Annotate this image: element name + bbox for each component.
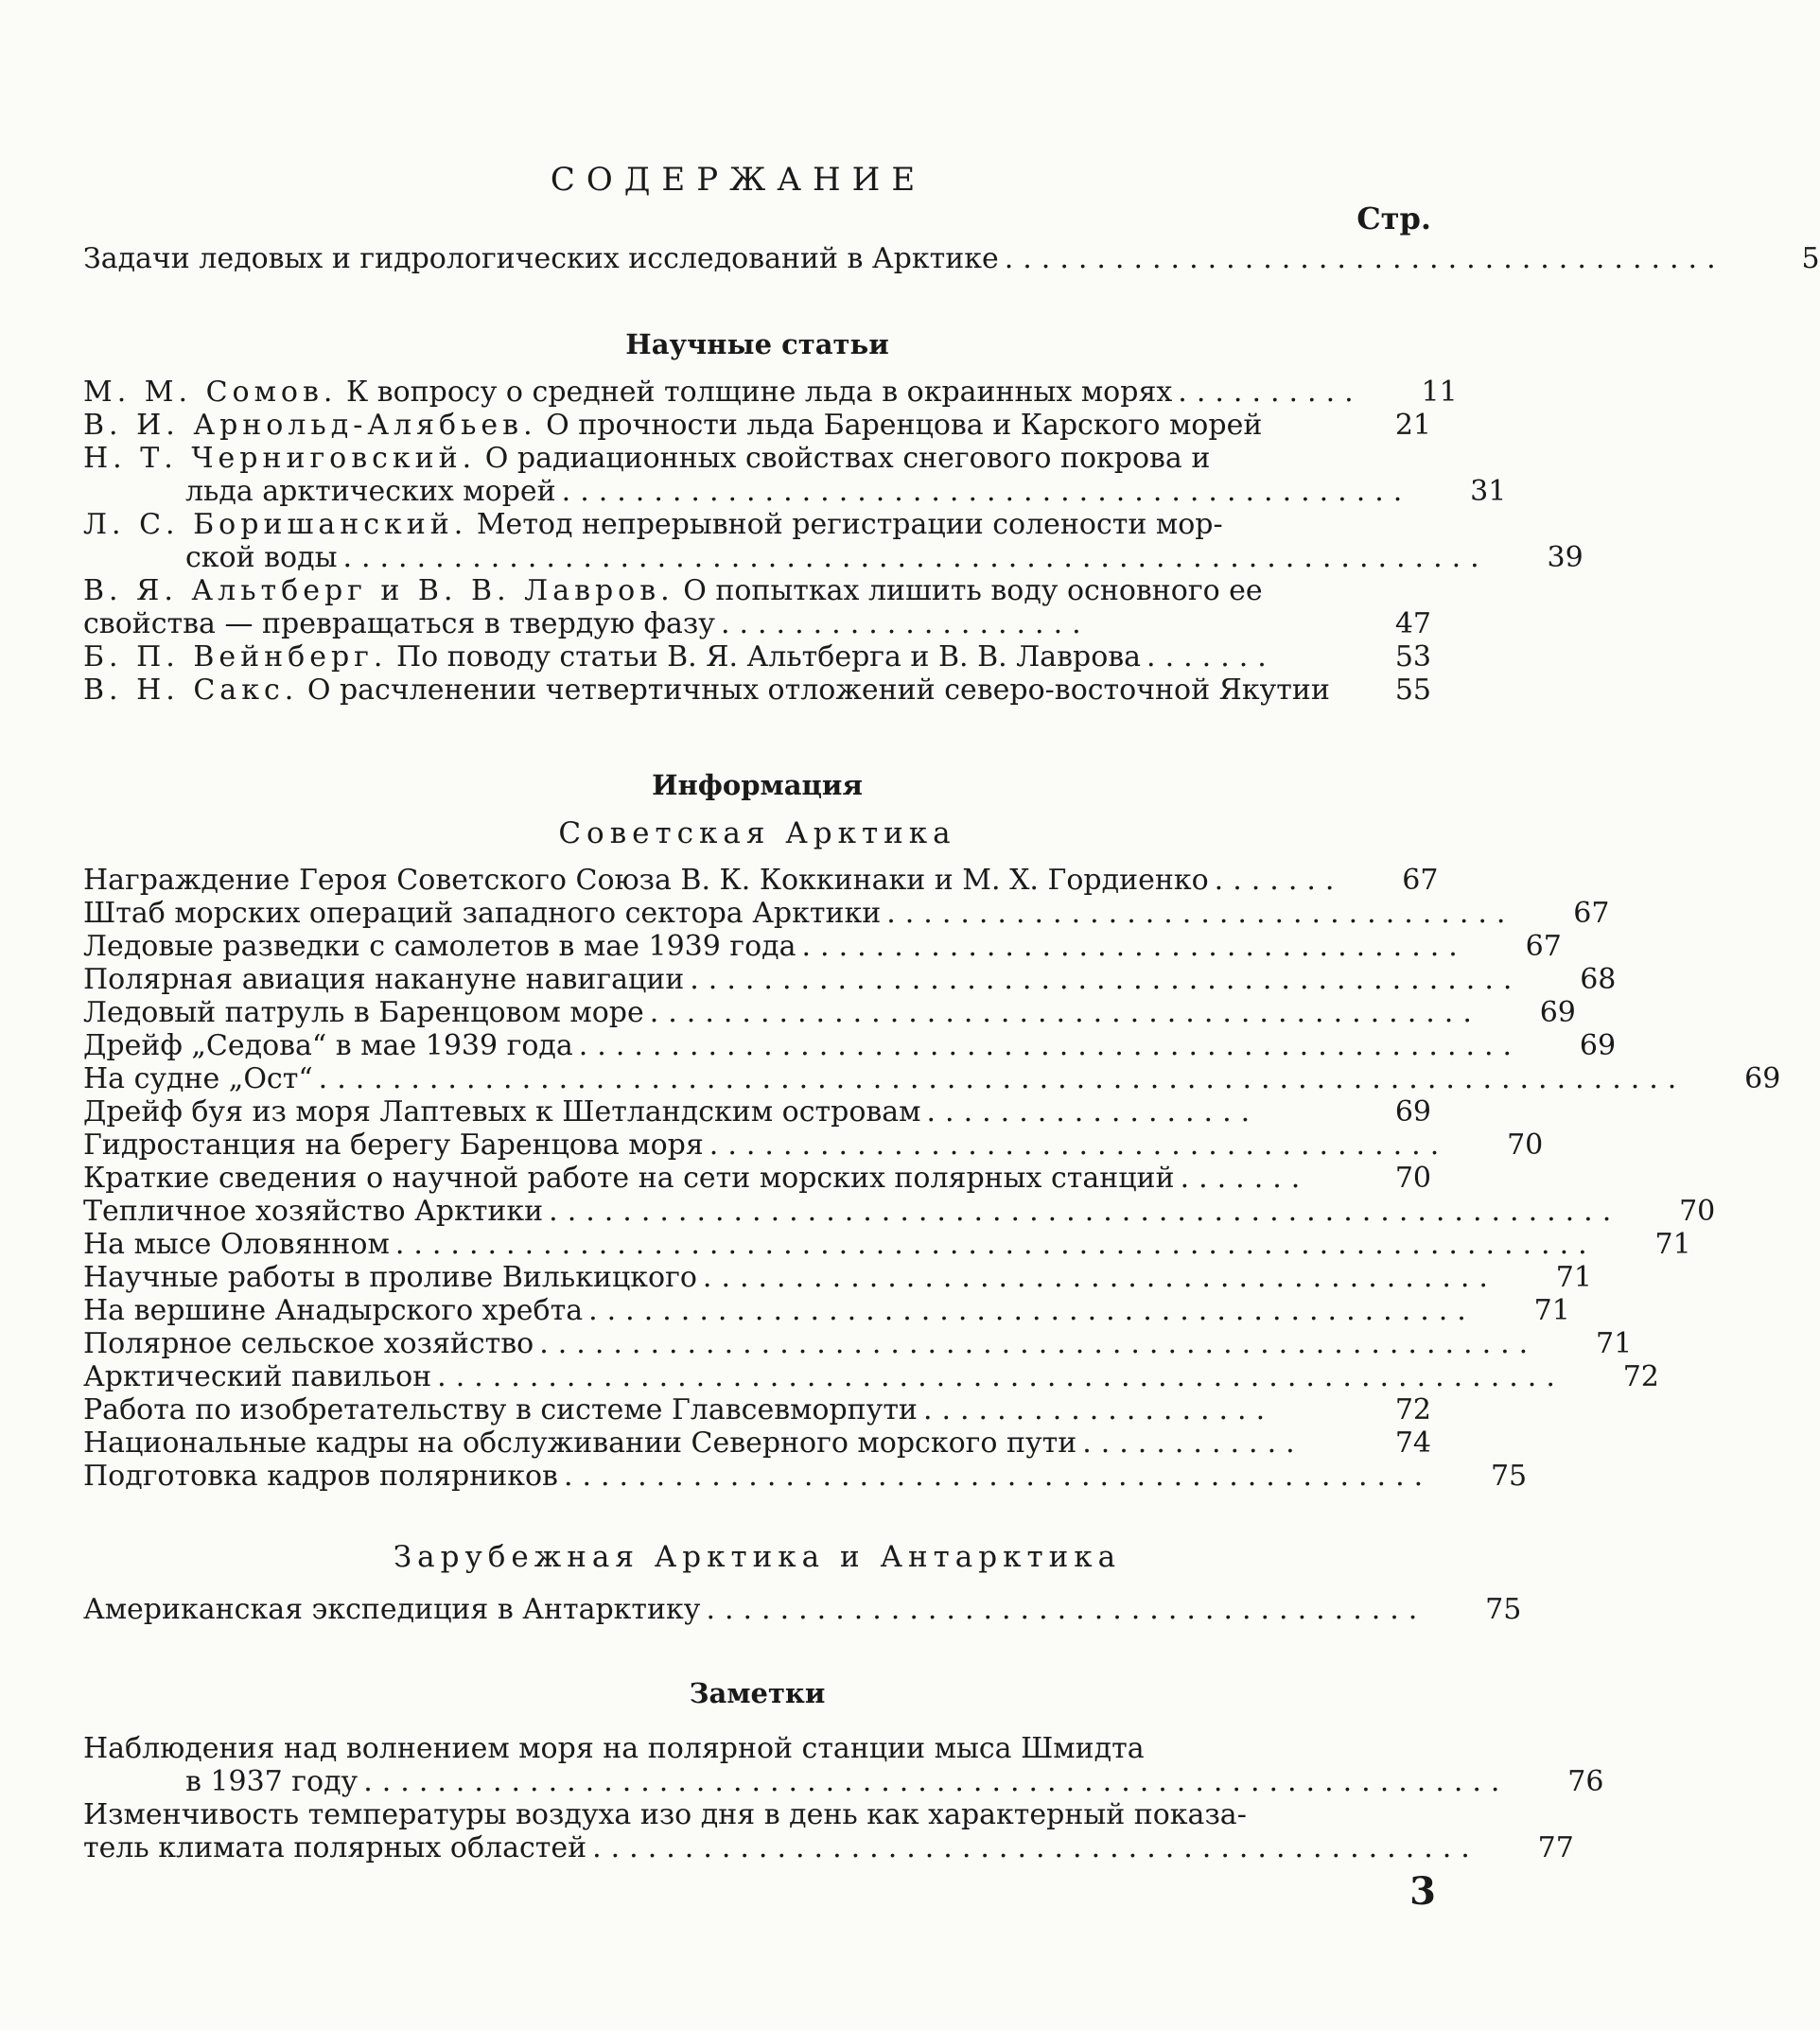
entry-author: В. И. Арнольд-Алябьев. <box>83 409 537 442</box>
toc-entry[interactable] <box>83 897 1610 930</box>
entry-page: 75 <box>1490 1460 1528 1493</box>
toc-entry[interactable] <box>83 1095 1431 1129</box>
leader-dots: ............................................. <box>649 996 1481 1029</box>
section-subheading-soviet-arctic: Советская Арктика <box>558 816 956 850</box>
leader-dots: ....... <box>1214 864 1344 897</box>
leader-dots: ....... <box>1146 640 1276 674</box>
toc-entry[interactable] <box>83 574 1431 640</box>
entry-author: М. М. Сомов. <box>83 376 338 409</box>
toc-entry[interactable] <box>83 640 1431 674</box>
toc-entry[interactable] <box>83 1798 1574 1864</box>
entry-page: 72 <box>1394 1393 1431 1426</box>
entry-page: 55 <box>1394 674 1431 707</box>
entry-title-cont: тель климата полярных областей <box>83 1831 587 1864</box>
leader-dots: .............................................................. <box>363 1765 1510 1798</box>
entry-page: 31 <box>1470 475 1507 508</box>
entry-page: 69 <box>1579 1029 1617 1062</box>
toc-entry[interactable] <box>83 674 1431 707</box>
entry-author: В. Я. Альтберг и В. В. Лавров. <box>83 574 674 607</box>
section-heading-foreign: Зарубежная Арктика и Антарктика <box>393 1540 1122 1574</box>
entry-author: Б. П. Вейнберг. <box>83 640 388 674</box>
leader-dots: .................................. <box>886 897 1515 930</box>
entry-title: Подготовка кадров полярников <box>83 1460 558 1493</box>
leader-dots: ........................................... <box>702 1261 1497 1294</box>
entry-page: 77 <box>1537 1831 1574 1864</box>
entry-page: 67 <box>1402 864 1439 897</box>
entry-title-cont: в 1937 году <box>185 1765 359 1798</box>
leader-dots: .................... <box>720 607 1091 640</box>
entry-title-cont: свойства — превращаться в твердую фазу <box>83 607 715 640</box>
toc-entry[interactable] <box>83 1393 1431 1426</box>
entry-page: 75 <box>1485 1593 1522 1626</box>
toc-entry[interactable] <box>83 409 1431 442</box>
leader-dots: ............................................................. <box>437 1360 1565 1393</box>
leader-dots: ............................................... <box>563 1460 1433 1493</box>
toc-entry[interactable] <box>83 1593 1522 1626</box>
entry-title: О радиационных свойствах снегового покрова и <box>484 442 1211 475</box>
entry-page: 76 <box>1567 1765 1604 1798</box>
entry-page: 70 <box>1679 1195 1716 1228</box>
section-heading-scientific: Научные статьи <box>625 328 889 360</box>
entry-title: Изменчивость температуры воздуха изо дня в день как характерный показа- <box>83 1798 1247 1831</box>
leader-dots: ................................................... <box>578 1029 1522 1062</box>
toc-entry[interactable] <box>83 1228 1691 1261</box>
entry-title: Американская экспедиция в Антарктику <box>83 1593 701 1626</box>
entry-title: Тепличное хозяйство Арктики <box>83 1195 544 1228</box>
leader-dots: .................. <box>926 1095 1260 1129</box>
toc-entry[interactable] <box>83 1460 1528 1493</box>
toc-entry[interactable] <box>83 1029 1617 1062</box>
leader-dots: ............................................. <box>690 963 1522 996</box>
entry-page: 69 <box>1394 1095 1431 1129</box>
leader-dots: .............................................. <box>561 475 1412 508</box>
leader-dots: ................... <box>922 1393 1275 1426</box>
leader-dots: .......................................................... <box>549 1195 1621 1228</box>
entry-page: 74 <box>1394 1426 1431 1460</box>
entry-title: О попытках лишить воду основного ее <box>683 574 1263 607</box>
leader-dots: ....... <box>1180 1162 1310 1195</box>
entry-title: Краткие сведения о научной работе на сети морских полярных станций <box>83 1162 1175 1195</box>
entry-title: Награждение Героя Советского Союза В. К. Коккинаки и М. Х. Гордиенко <box>83 864 1209 897</box>
entry-title: Полярное сельское хозяйство <box>83 1327 534 1360</box>
leader-dots: ....................................... <box>1004 242 1725 275</box>
entry-title: О прочности льда Баренцова и Карского морей <box>546 409 1263 442</box>
entry-author: Л. С. Боришанский. <box>83 508 468 541</box>
toc-entry[interactable] <box>83 376 1458 409</box>
entry-title-cont: ской воды <box>185 541 338 574</box>
entry-page: 53 <box>1394 640 1431 674</box>
entry-page: 71 <box>1555 1261 1592 1294</box>
toc-page <box>83 161 1820 1864</box>
toc-entry[interactable] <box>83 1294 1570 1327</box>
entry-title: Научные работы в проливе Вилькицкого <box>83 1261 697 1294</box>
entry-title: На вершине Анадырского хребта <box>83 1294 584 1327</box>
entry-author: В. Н. Сакс. <box>83 674 299 707</box>
entry-page: 69 <box>1744 1062 1781 1095</box>
entry-page: 67 <box>1573 897 1610 930</box>
toc-entry[interactable] <box>83 864 1439 897</box>
leader-dots: .......................................................................... <box>318 1062 1687 1095</box>
entry-title: Гидростанция на берегу Баренцова моря <box>83 1129 704 1162</box>
toc-entry[interactable] <box>83 1360 1659 1393</box>
entry-author: Н. Т. Черниговский. <box>83 442 477 475</box>
entry-page: 47 <box>1394 607 1431 640</box>
entry-page: 71 <box>1596 1327 1633 1360</box>
entry-title: Ледовые разведки с самолетов в мае 1939 года <box>83 930 796 963</box>
toc-entry[interactable] <box>83 930 1562 963</box>
toc-entry[interactable] <box>83 1195 1716 1228</box>
toc-entry[interactable] <box>83 1426 1431 1460</box>
entry-title: Метод непрерывной регистрации солености мор- <box>476 508 1223 541</box>
leader-dots: ................................................................. <box>394 1228 1597 1261</box>
toc-entry[interactable] <box>83 1327 1633 1360</box>
toc-title: СОДЕРЖАНИЕ <box>550 161 927 199</box>
entry-page: 72 <box>1622 1360 1659 1393</box>
entry-title: Ледовый патруль в Баренцовом море <box>83 996 644 1029</box>
entry-page: 69 <box>1539 996 1576 1029</box>
leader-dots: ............ <box>1082 1426 1304 1460</box>
entry-title: Полярная авиация накануне навигации <box>83 963 685 996</box>
entry-page: 71 <box>1533 1294 1570 1327</box>
entry-title: По поводу статьи В. Я. Альтберга и В. В. Лаврова <box>395 640 1142 674</box>
entry-title: О расчленении четвертичных отложений северо-восточной Якутии <box>306 674 1330 707</box>
leader-dots: ................................................ <box>592 1831 1479 1864</box>
entry-title: Дрейф „Седова“ в мае 1939 года <box>83 1029 573 1062</box>
toc-entry[interactable] <box>83 442 1507 508</box>
entry-title: Дрейф буя из моря Лаптевых к Шетландским островам <box>83 1095 921 1129</box>
entry-page: 67 <box>1525 930 1562 963</box>
toc-entry-intro[interactable] <box>83 242 1820 275</box>
entry-title: На судне „Ост“ <box>83 1062 313 1095</box>
entry-page: 5 <box>1801 242 1820 275</box>
entry-title: Работа по изобретательству в системе Главсевморпути <box>83 1393 918 1426</box>
toc-entry[interactable] <box>83 963 1617 996</box>
toc-entry[interactable] <box>83 1732 1604 1798</box>
entry-page: 70 <box>1507 1129 1544 1162</box>
entry-page: 68 <box>1580 963 1617 996</box>
leader-dots: .......... <box>1178 376 1363 409</box>
section-heading-info: Информация <box>652 769 863 801</box>
leader-dots: ................................................ <box>588 1294 1476 1327</box>
entry-title: Штаб морских операций западного сектора Арктики <box>83 897 882 930</box>
entry-page: 39 <box>1547 541 1584 574</box>
leader-dots: ........................................ <box>709 1129 1449 1162</box>
toc-entry[interactable] <box>83 1261 1592 1294</box>
toc-entry[interactable] <box>83 996 1576 1029</box>
entry-page: 21 <box>1394 409 1431 442</box>
leader-dots: ...................................................... <box>539 1327 1538 1360</box>
entry-title: К вопросу о средней толщине льда в окраинных морях <box>345 376 1173 409</box>
toc-entry[interactable] <box>83 1129 1544 1162</box>
leader-dots: .................................... <box>801 930 1467 963</box>
entry-title: Задачи ледовых и гидрологических исследований в Арктике <box>83 242 999 275</box>
entry-title: Наблюдения над волнением моря на полярной станции мыса Шмидта <box>83 1732 1145 1765</box>
entry-title-cont: льда арктических морей <box>185 475 556 508</box>
toc-entry[interactable] <box>83 1062 1781 1095</box>
toc-entry[interactable] <box>83 508 1584 574</box>
page-number: 3 <box>1409 1869 1436 1914</box>
entry-title: Арктический павильон <box>83 1360 432 1393</box>
section-heading-notes: Заметки <box>689 1677 826 1709</box>
leader-dots: .............................................................. <box>342 541 1489 574</box>
entry-title: На мысе Оловянном <box>83 1228 390 1261</box>
entry-title: Национальные кадры на обслуживании Северного морского пути <box>83 1426 1077 1460</box>
leader-dots: ....................................... <box>706 1593 1427 1626</box>
entry-page: 71 <box>1654 1228 1691 1261</box>
toc-entry[interactable] <box>83 1162 1431 1195</box>
page-column-header: Стр. <box>1356 201 1431 236</box>
entry-page: 11 <box>1421 376 1458 409</box>
entry-page: 70 <box>1394 1162 1431 1195</box>
